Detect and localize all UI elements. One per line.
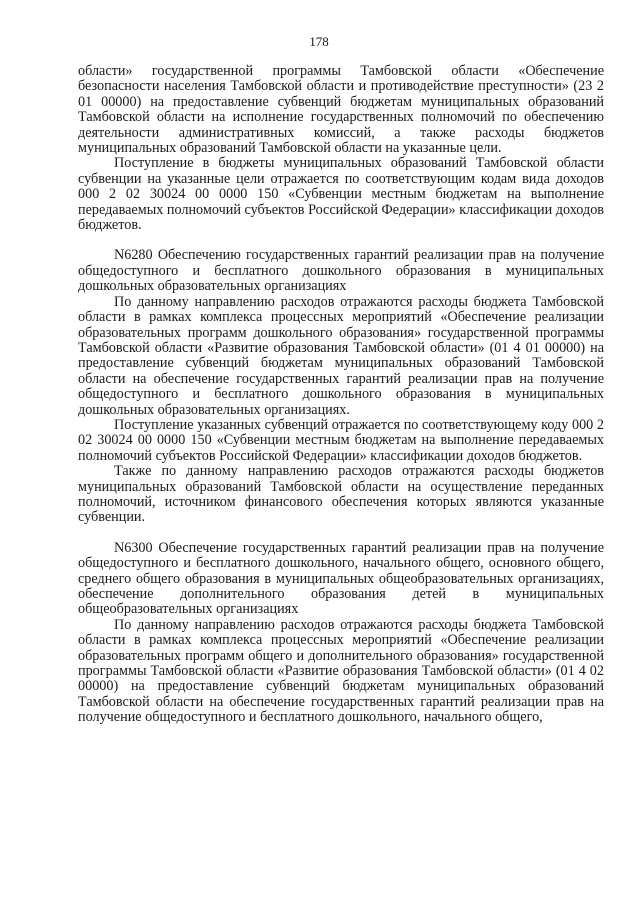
paragraph: Также по данному направлению расходов отражаются расходы бюджетов муниципальных образований Тамбовской области на осуществление переданных полномочий, источником финансового обеспечения которых являются указанные субвенции. xyxy=(78,463,604,526)
paragraph: По данному направлению расходов отражаются расходы бюджета Тамбовской области в рамках комплекса процессных мероприятий «Обеспечение реализации образовательных программ дошкольного образования» государственной программы Тамбовской области «Развитие образования Тамбовской области» (01 4 01 00000) на предоставление субвенций бюджетам муниципальных образований Тамбовской области на обеспечение государственных гарантий реализации прав на получение общедоступного и бесплатного дошкольного образования в муниципальных дошкольных образовательных организациях. xyxy=(78,293,604,418)
paragraph-spacer xyxy=(78,233,604,248)
section-heading-n6280: N6280 Обеспечению государственных гарантий реализации прав на получение общедоступного и бесплатного дошкольного образования в муниципальных дошкольных образовательных организациях xyxy=(78,247,604,295)
paragraph-spacer xyxy=(78,526,604,541)
page-number: 178 xyxy=(309,34,329,49)
paragraph: Поступление в бюджеты муниципальных образований Тамбовской области субвенции на указанные цели отражается по соответствующим кодам вида доходов 000 2 02 30024 00 0000 150 «Субвенции местным бюджетам на выполнение передаваемых полномочий субъектов Российской Федерации» классификации доходов бюджетов. xyxy=(78,155,604,234)
paragraph: Поступление указанных субвенций отражается по соответствующему коду 000 2 02 30024 00 0000 150 «Субвенции местным бюджетам на выполнение передаваемых полномочий субъектов Российской Федерации» классификации доходов бюджетов. xyxy=(78,416,604,464)
paragraph: По данному направлению расходов отражаются расходы бюджета Тамбовской области в рамках комплекса процессных мероприятий «Обеспечение реализации образовательных программ общего и дополнительного образования» государственной программы Тамбовской области «Развитие образования Тамбовской области» (01 4 02 00000) на предоставление субвенций бюджетам муниципальных образований Тамбовской области на обеспечение государственных гарантий реализации прав на получение общедоступного и бесплатного дошкольного, начального общего, xyxy=(78,616,604,726)
document-body xyxy=(78,64,604,726)
section-heading-n6300: N6300 Обеспечение государственных гарантий реализации прав на получение общедоступного и бесплатного дошкольного, начального общего, основного общего, среднего общего образования в муниципальных общеобразовательных организациях, обеспечение дополнительного образования детей в муниципальных общеобразовательных организациях xyxy=(78,539,604,618)
paragraph: области» государственной программы Тамбовской области «Обеспечение безопасности населения Тамбовской области и противодействие преступности» (23 2 01 00000) на предоставление субвенций бюджетам муниципальных образований Тамбовской области на исполнение государственных полномочий по обеспечению деятельности административных комиссий, а также расходы бюджетов муниципальных образований Тамбовской области на указанные цели. xyxy=(78,63,604,157)
